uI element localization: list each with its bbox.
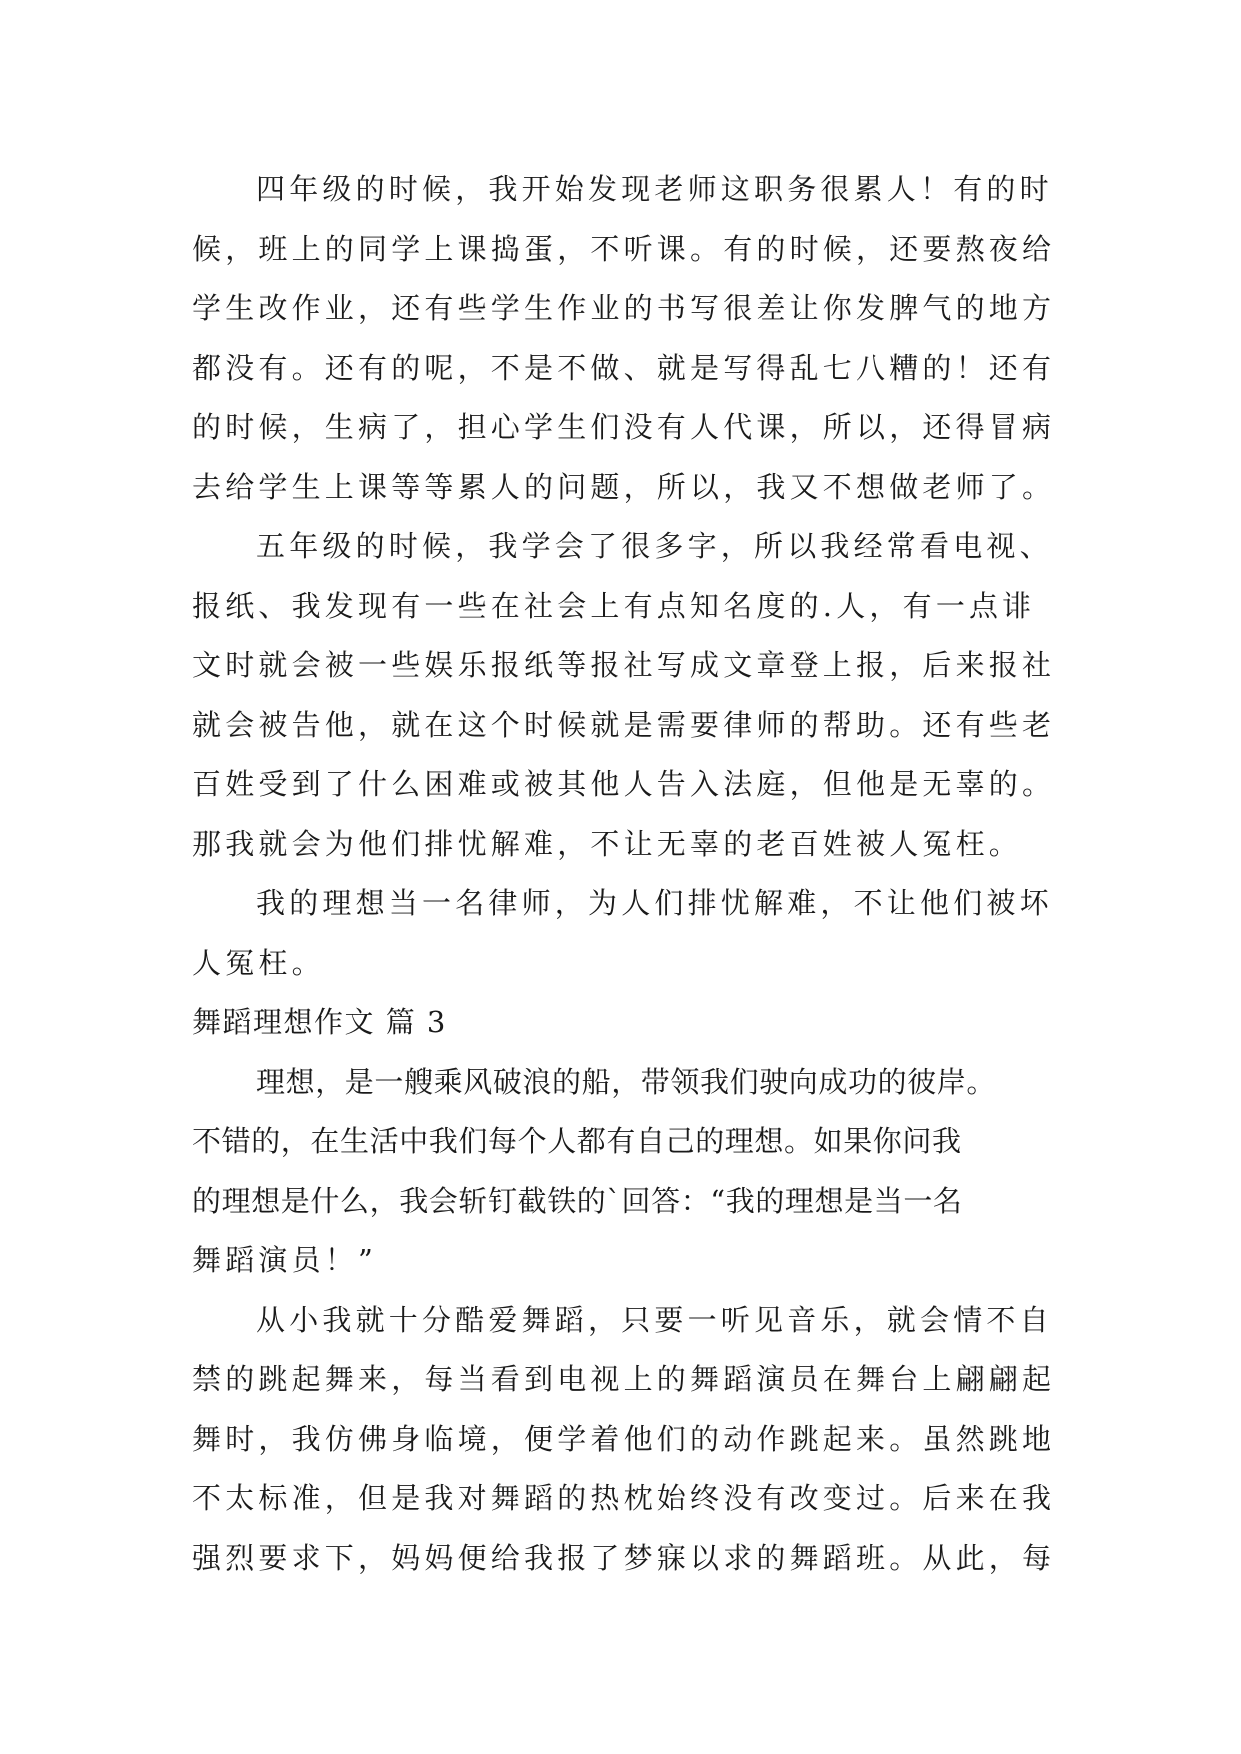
text-line: 文时就会被一些娱乐报纸等报社写成文章登上报，后来报社 bbox=[192, 648, 1056, 682]
text-line: 报纸、我发现有一些在社会上有点知名度的.人，有一点诽 bbox=[192, 588, 1036, 623]
text-line: 我的理想当一名律师，为人们排忧解难，不让他们被坏 bbox=[256, 886, 1053, 920]
text-line: 五年级的时候，我学会了很多字，所以我经常看电视、 bbox=[256, 529, 1053, 563]
text-line: 那我就会为他们排忧解难，不让无辜的老百姓被人冤枉。 bbox=[192, 826, 1023, 861]
text-line: 人冤枉。 bbox=[192, 945, 325, 980]
text-line: 从小我就十分酷爱舞蹈，只要一听见音乐，就会情不自 bbox=[256, 1302, 1053, 1337]
text-line: 都没有。还有的呢，不是不做、就是写得乱七八糟的！还有 bbox=[192, 350, 1056, 385]
section-heading: 舞蹈理想作文 篇 3 bbox=[192, 1005, 447, 1039]
text-line: 就会被告他，就在这个时候就是需要律师的帮助。还有些老 bbox=[192, 707, 1056, 742]
text-line: 理想，是一艘乘风破浪的船，带领我们驶向成功的彼岸。 bbox=[256, 1064, 997, 1099]
text-line: 舞时，我仿佛身临境，便学着他们的动作跳起来。虽然跳地 bbox=[192, 1421, 1056, 1456]
text-line: 的时候，生病了，担心学生们没有人代课，所以，还得冒病 bbox=[192, 410, 1056, 444]
text-line: 不错的，在生活中我们每个人都有自己的理想。如果你问我 bbox=[192, 1124, 962, 1158]
text-line: 学生改作业，还有些学生作业的书写很差让你发脾气的地方 bbox=[192, 291, 1056, 325]
text-line: 强烈要求下，妈妈便给我报了梦寐以求的舞蹈班。从此，每 bbox=[192, 1540, 1056, 1575]
text-line: 候，班上的同学上课捣蛋，不听课。有的时候，还要熬夜给 bbox=[192, 231, 1056, 266]
text-line: 去给学生上课等等累人的问题，所以，我又不想做老师了。 bbox=[192, 469, 1056, 504]
text-line: 百姓受到了什么困难或被其他人告入法庭，但他是无辜的。 bbox=[192, 767, 1056, 801]
essay-text bbox=[192, 160, 1072, 1588]
text-line: 的理想是什么，我会斩钉截铁的`回答：“我的理想是当一名 bbox=[192, 1183, 963, 1218]
text-line: 舞蹈演员！” bbox=[192, 1243, 378, 1277]
text-line: 四年级的时候，我开始发现老师这职务很累人！有的时 bbox=[256, 172, 1053, 206]
text-line: 禁的跳起舞来，每当看到电视上的舞蹈演员在舞台上翩翩起 bbox=[192, 1362, 1056, 1396]
text-line: 不太标准，但是我对舞蹈的热枕始终没有改变过。后来在我 bbox=[192, 1481, 1056, 1515]
